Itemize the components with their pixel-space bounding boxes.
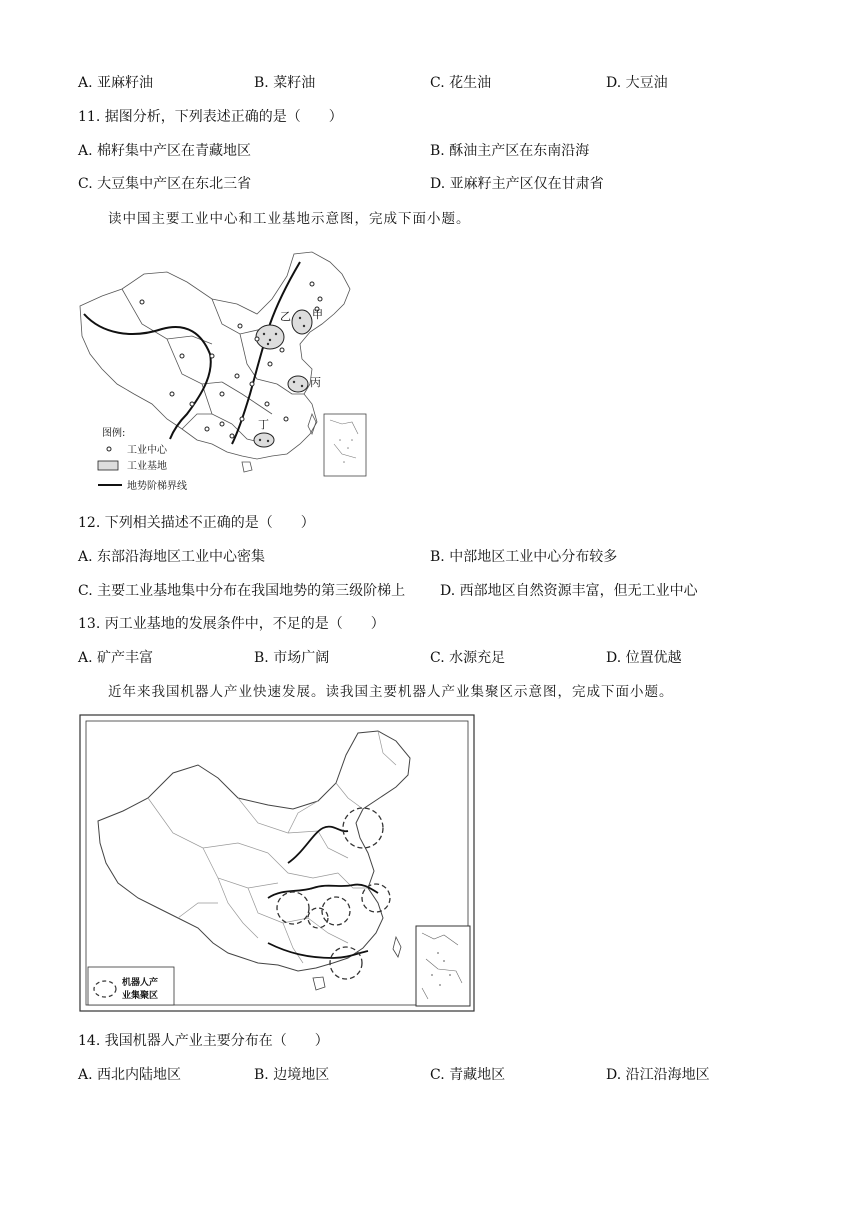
q11-option-b[interactable]: B. 酥油主产区在东南沿海: [430, 143, 590, 159]
q13-option-d[interactable]: D. 位置优越: [606, 650, 682, 666]
intro-map1: 读中国主要工业中心和工业基地示意图，完成下面小题。: [108, 211, 471, 227]
q14-option-a[interactable]: A. 西北内陆地区: [78, 1067, 182, 1083]
robot-industry-map: [78, 713, 478, 1013]
q11-stem: 11. 据图分析，下列表述正确的是（ ）: [78, 109, 343, 125]
q13-option-c[interactable]: C. 水源充足: [430, 650, 506, 666]
q12-option-a[interactable]: A. 东部沿海地区工业中心密集: [78, 549, 266, 565]
q12-option-d[interactable]: D. 西部地区自然资源丰富，但无工业中心: [440, 583, 698, 599]
legend-boundary: 地势阶梯界线: [127, 481, 187, 492]
q14-option-b[interactable]: B. 边境地区: [254, 1067, 330, 1083]
label-yi: 乙: [280, 310, 291, 323]
label-bing: 丙: [310, 376, 321, 389]
legend-title: 图例:: [102, 428, 126, 439]
legend-cluster-line1: 机器人产: [122, 978, 159, 988]
legend-base: 工业基地: [127, 461, 167, 472]
q10-option-d[interactable]: D. 大豆油: [606, 75, 668, 91]
q13-option-b[interactable]: B. 市场广阔: [254, 650, 330, 666]
q13-option-a[interactable]: A. 矿产丰富: [78, 650, 154, 666]
q12-option-c[interactable]: C. 主要工业基地集中分布在我国地势的第三级阶梯上: [78, 583, 406, 599]
q10-option-b[interactable]: B. 菜籽油: [254, 75, 316, 91]
q10-option-a[interactable]: A. 亚麻籽油: [78, 75, 154, 91]
q14-option-d[interactable]: D. 沿江沿海地区: [606, 1067, 710, 1083]
q12-stem: 12. 下列相关描述不正确的是（ ）: [78, 515, 315, 531]
q14-option-c[interactable]: C. 青藏地区: [430, 1067, 506, 1083]
legend-cluster-line2: 业集聚区: [122, 991, 159, 1001]
q11-option-d[interactable]: D. 亚麻籽主产区仅在甘肃省: [430, 176, 604, 192]
q13-stem: 13. 丙工业基地的发展条件中，不足的是（ ）: [78, 616, 385, 632]
intro-map2: 近年来我国机器人产业快速发展。读我国主要机器人产业集聚区示意图，完成下面小题。: [108, 684, 674, 700]
q11-option-a[interactable]: A. 棉籽集中产区在青藏地区: [78, 143, 252, 159]
q10-option-c[interactable]: C. 花生油: [430, 75, 492, 91]
label-ding: 丁: [258, 418, 269, 431]
industrial-map: [72, 244, 372, 494]
legend-center: 工业中心: [127, 445, 167, 456]
inset-south-sea-2: [416, 926, 470, 1006]
q12-option-b[interactable]: B. 中部地区工业中心分布较多: [430, 549, 618, 565]
label-jia: 甲: [312, 308, 323, 321]
q11-option-c[interactable]: C. 大豆集中产区在东北三省: [78, 176, 252, 192]
legend-base-icon: [98, 461, 118, 470]
legend-center-icon: [107, 447, 111, 451]
map-frame: [80, 715, 474, 1011]
q14-stem: 14. 我国机器人产业主要分布在（ ）: [78, 1033, 329, 1049]
